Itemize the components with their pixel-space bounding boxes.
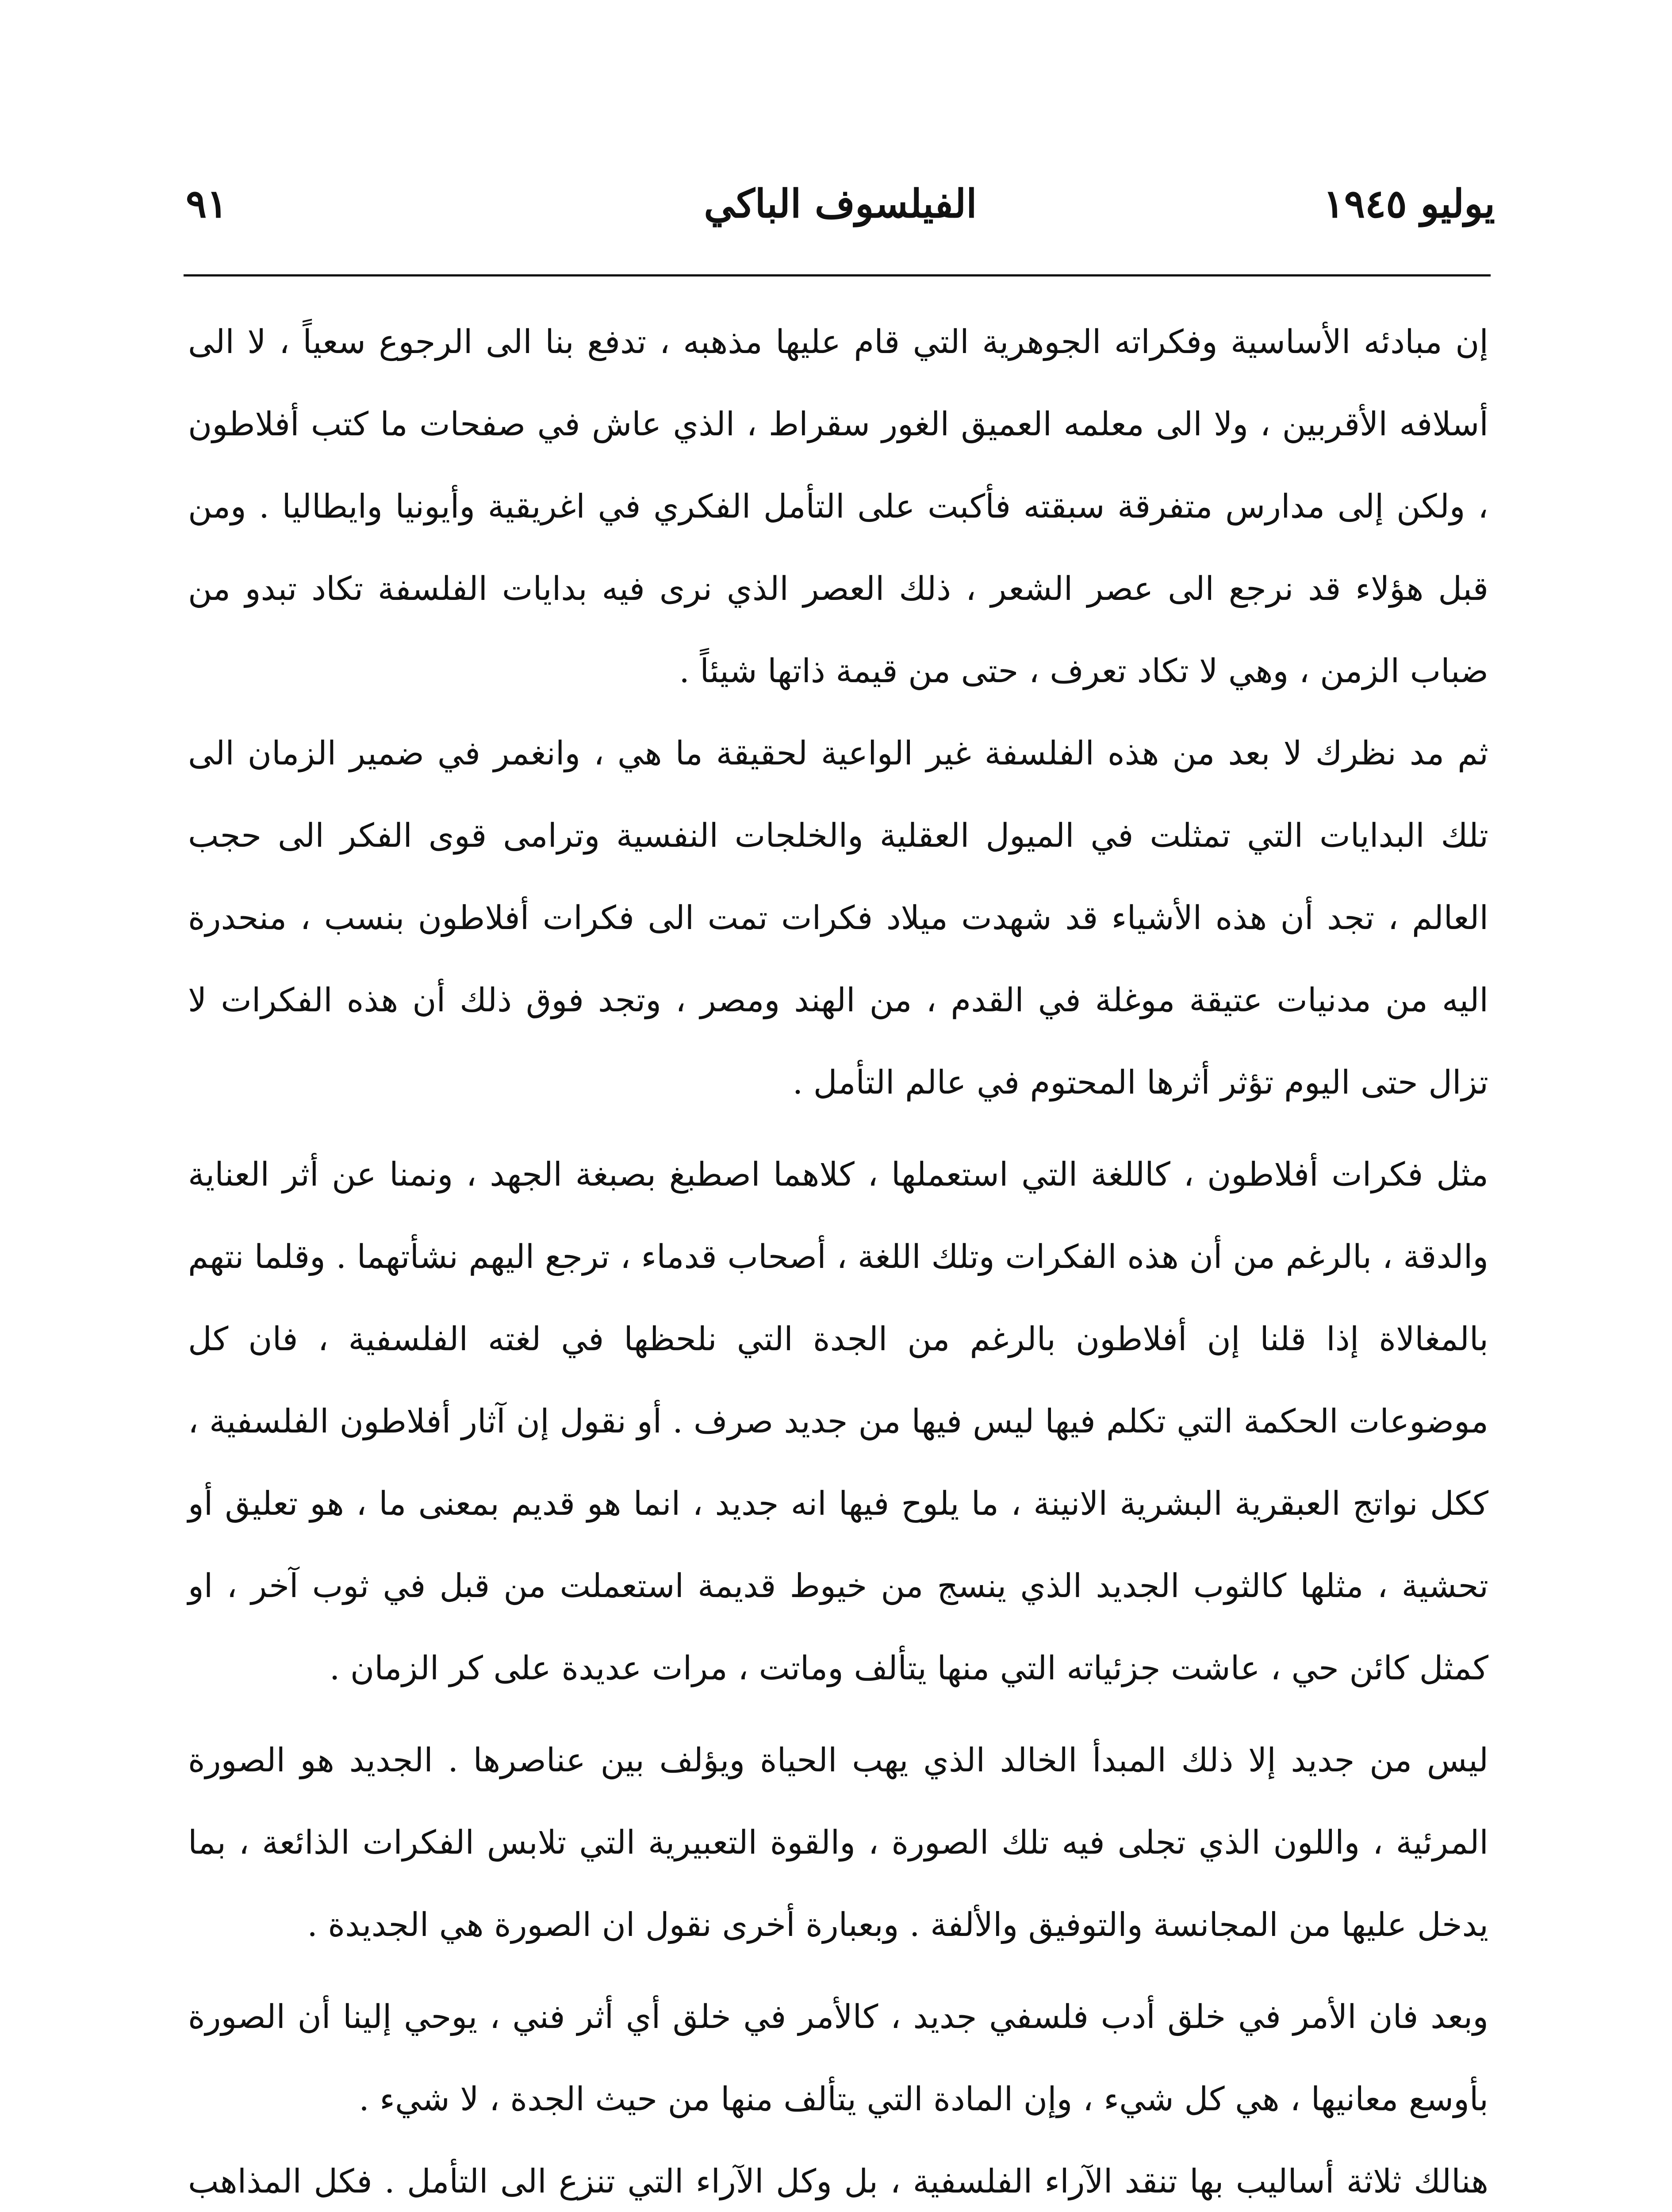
running-header — [186, 173, 1495, 234]
header-divider — [184, 274, 1491, 276]
paragraph-3: مثل فكرات أفلاطون ، كاللغة التي استعملها ، كلاهما اصطبغ بصبغة الجهد ، ونمنا عن أثر العناية والدقة ، بالرغم من أن هذه الفكرات وتلك اللغة ، أصحاب قدماء ، ترجع اليهم نشأتهما . وقلما نتهم بالمغالاة إذا قلنا إن أفلاطون بالرغم من الجدة التي نلحظها في لغته الفلسفية ، فان كل موضوعات الحكمة التي تكلم فيها ليس فيها من جديد صرف . أو نقول إن آثار أفلاطون الفلسفية ، ككل نواتج العبقرية البشرية الانينة ، ما يلوح فيها انه جديد ، انما هو قديم بمعنى ما ، هو تعليق أو تحشية ، مثلها كالثوب الجديد الذي ينسج من خيوط قديمة استعملت من قبل في ثوب آخر ، او كمثل كائن حي ، عاشت جزئياته التي منها يتألف وماتت ، مرات عديدة على كر الزمان . — [188, 1156, 1488, 1687]
paragraph-4: ليس من جديد إلا ذلك المبدأ الخالد الذي يهب الحياة ويؤلف بين عناصرها . الجديد هو الصورة المرئية ، واللون الذي تجلى فيه تلك الصورة ، والقوة التعبيرية التي تلابس الفكرات الذائعة ، بما يدخل عليها من المجانسة والتوفيق والألفة . وبعبارة أخرى نقول ان الصورة هي الجديدة . — [188, 1741, 1488, 1944]
article-body — [188, 301, 1488, 2212]
paragraph-2: ثم مد نظرك لا بعد من هذه الفلسفة غير الواعية لحقيقة ما هي ، وانغمر في ضمير الزمان الى تلك البدايات التي تمثلت في الميول العقلية والخلجات النفسية وترامى قوى الفكر الى حجب العالم ، تجد أن هذه الأشياء قد شهدت ميلاد فكرات تمت الى فكرات أفلاطون بنسب ، منحدرة اليه من مدنيات عتيقة موغلة في القدم ، من الهند ومصر ، وتجد فوق ذلك أن هذه الفكرات لا تزال حتى اليوم تؤثر أثرها المحتوم في عالم التأمل . — [188, 734, 1488, 1102]
page-number: ٩١ — [186, 180, 228, 227]
paragraph-5: وبعد فان الأمر في خلق أدب فلسفي جديد ، كالأمر في خلق أي أثر فني ، يوحي إلينا أن الصورة بأوسع معانيها ، هي كل شيء ، وإن المادة التي يتألف منها من حيث الجدة ، لا شيء . — [188, 1998, 1488, 2118]
header-title: الفيلسوف الباكي — [704, 180, 977, 227]
paragraph-6: هنالك ثلاثة أساليب بها تنقد الآراء الفلسفية ، بل وكل الآراء التي تنزع الى التأمل . فكل المذاهب — [188, 2162, 1488, 2200]
header-date: يوليو ١٩٤٥ — [1323, 180, 1495, 227]
paragraph-1: إن مبادئه الأساسية وفكراته الجوهرية التي قام عليها مذهبه ، تدفع بنا الى الرجوع سعياً ، لا الى أسلافه الأقربين ، ولا الى معلمه العميق الغور سقراط ، الذي عاش في صفحات ما كتب أفلاطون ، ولكن إلى مدارس متفرقة سبقته فأكبت على التأمل الفكري في اغريقية وأيونيا وايطاليا . ومن قبل هؤلاء قد نرجع الى عصر الشعر ، ذلك العصر الذي نرى فيه بدايات الفلسفة تكاد تبدو من ضباب الزمن ، وهي لا تكاد تعرف ، حتى من قيمة ذاتها شيئاً . — [188, 323, 1488, 690]
